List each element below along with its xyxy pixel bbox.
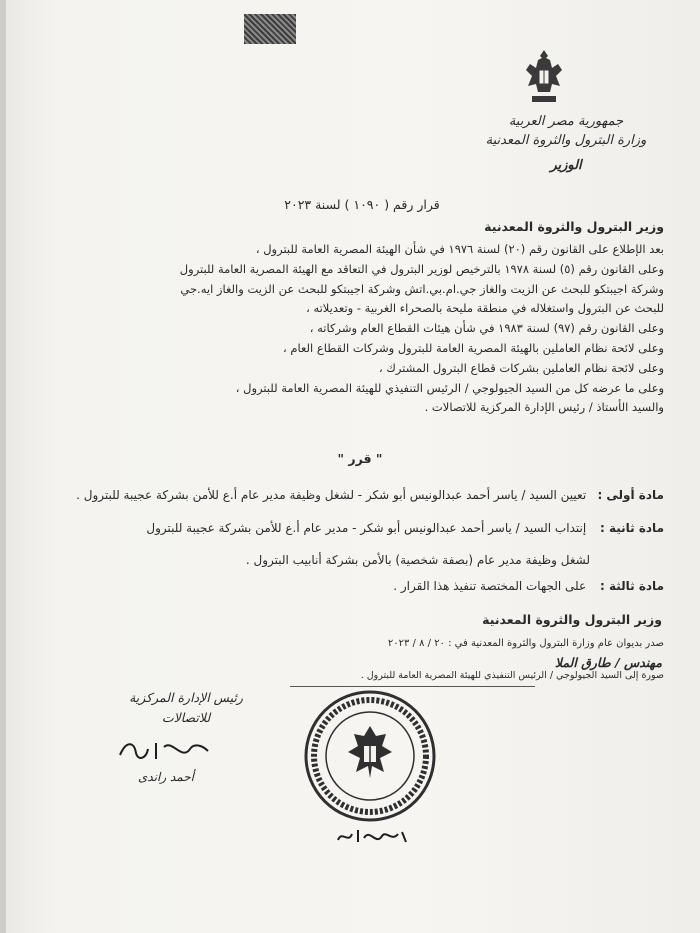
country-name: جمهورية مصر العربية <box>508 114 624 129</box>
handwritten-signature <box>112 735 222 765</box>
signing-minister-title: وزير البترول والثروة المعدنية <box>482 612 662 627</box>
eagle-emblem-icon <box>522 46 566 108</box>
article-3 <box>36 579 664 593</box>
article-body: تعيين السيد / ياسر أحمد عبدالونيس أبو شكر - لشغل وظيفة مدير عام أ.ع للأمن بشركة عجيبة للبترول . <box>76 488 587 502</box>
copy-to-line: صورة إلى السيد الجيولوجي / الرئيس التنفيذي للهيئة المصرية العامة للبترول . <box>360 670 664 681</box>
article-2-line-2: لشغل وظيفة مدير عام (بصفة شخصية) بالأمن بشركة أنابيب البترول . <box>245 553 590 567</box>
scan-edge <box>0 0 6 933</box>
preamble-line: للبحث عن البترول واستغلاله في منطقة مليحة بالصحراء الغربية - وتعديلاته ، <box>306 301 664 316</box>
article-body: على الجهات المختصة تنفيذ هذا القرار . <box>393 579 587 593</box>
preamble-line: وعلى لائحة نظام العاملين بشركات قطاع البترول المشترك ، <box>378 360 664 375</box>
decided-heading: " قرر " <box>337 451 383 466</box>
minister-label: الوزير <box>550 158 582 173</box>
preamble <box>36 240 664 418</box>
admin-title-line-1: رئيس الإدارة المركزية <box>129 690 243 705</box>
article-label: مادة أولى : <box>597 488 664 502</box>
preamble-line: وعلى ما عرضه كل من السيد الجيولوجي / الرئيس التنفيذي للهيئة المصرية العامة للبترول ، <box>235 380 664 395</box>
article-1 <box>36 488 664 502</box>
decree-title: قرار رقم ( ١٠٩٠ ) لسنة ٢٠٢٣ <box>284 197 440 212</box>
issued-line: صدر بديوان عام وزارة البترول والثروة المعدنية في : ٢٠ / ٨ / ٢٠٢٣ <box>387 638 664 649</box>
ministry-header <box>466 112 666 175</box>
minister-heading: وزير البترول والثروة المعدنية <box>484 219 664 234</box>
initials-signature <box>334 824 414 848</box>
preamble-line: وعلى القانون رقم (٥) لسنة ١٩٧٨ بالترخيص لوزير البترول في التعاقد مع الهيئة المصرية العامة للبترول <box>179 261 664 276</box>
engineer-name: مهندس / طارق الملا <box>554 655 662 670</box>
article-body: إنتداب السيد / ياسر أحمد عبدالونيس أبو شكر - مدير عام أ.ع للأمن بشركة عجيبة للبترول <box>146 521 587 535</box>
admin-title-line-2: للاتصالات <box>161 710 211 725</box>
article-2 <box>36 521 664 535</box>
preamble-line: بعد الإطلاع على القانون رقم (٢٠) لسنة ١٩٧٦ في شأن الهيئة المصرية العامة للبترول ، <box>255 242 664 256</box>
ministry-name: وزارة البترول والثروة المعدنية <box>485 133 647 148</box>
preamble-line: والسيد الأستاذ / رئيس الإدارة المركزية للاتصالات . <box>424 400 664 415</box>
central-admin-block <box>86 688 286 728</box>
article-label: مادة ثالثة : <box>599 579 664 593</box>
article-label: مادة ثانية : <box>599 521 664 535</box>
preamble-line: وشركة اجيبتكو للبحث عن الزيت والغاز جي.ام.بي.اتش وشركة اجيبتكو للبحث عن الزيت والغاز ايه.جي <box>180 281 664 296</box>
barcode-stamp <box>244 14 296 44</box>
official-seal-icon <box>300 686 440 826</box>
signer-name: أحمد راندى <box>138 770 194 784</box>
preamble-line: وعلى القانون رقم (٩٧) لسنة ١٩٨٣ في شأن هيئات القطاع العام وشركاته ، <box>309 321 664 336</box>
preamble-line: وعلى لائحة نظام العاملين بالهيئة المصرية العامة للبترول وشركات القطاع العام ، <box>282 340 664 355</box>
